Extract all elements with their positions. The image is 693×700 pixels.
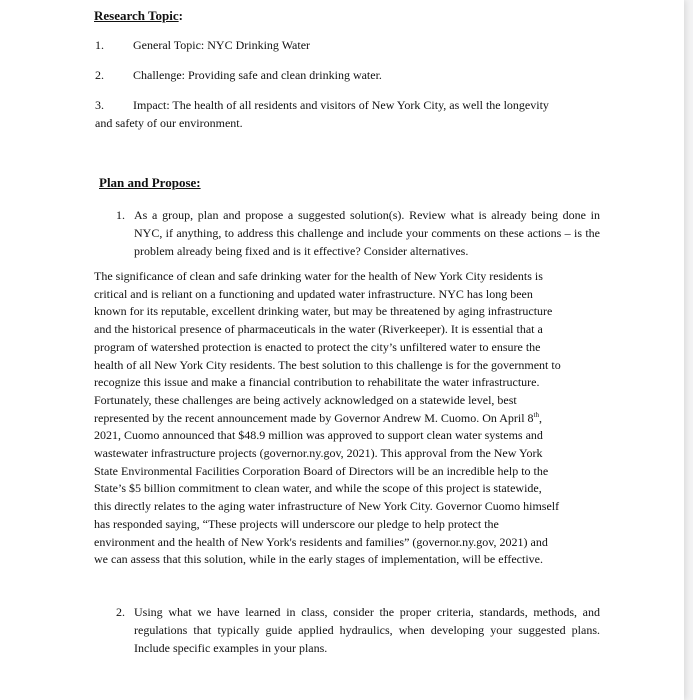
question-2-text: Using what we have learned in class, consider the proper criteria, standards, methods, and regulations that typically guide applied hydraulics, when developing your suggested plans. Include specific examples in your plans. <box>134 605 600 655</box>
answer-line: critical and is reliant on a functioning and updated water infrastructure. NYC has long been <box>94 286 533 301</box>
answer-line: recognize this issue and make a financial contribution to rehabilitate the water infrastructure. <box>94 375 540 390</box>
answer-line: Fortunately, these challenges are being actively acknowledged on a statewide level, best <box>94 392 517 407</box>
answer-line: known for its reputable, excellent drinking water, but may be threatened by aging infrastructure <box>94 304 553 319</box>
challenge-item: Challenge: Providing safe and clean drinking water. <box>133 68 382 82</box>
answer-line: The significance of clean and safe drinking water for the health of New York City residents is <box>94 269 543 283</box>
answer-line: health of all New York City residents. The best solution to this challenge is for the government to <box>94 357 561 372</box>
answer-line: this directly relates to the aging water infrastructure of New York City. Governor Cuomo himself <box>94 499 560 514</box>
impact-item-continued: and safety of our environment. <box>95 116 243 130</box>
answer-line: has responded saying, “These projects will underscore our pledge to help protect the <box>94 516 499 531</box>
answer-line: program of watershed protection is enacted to protect the city’s unfiltered water to ensure the <box>94 339 541 354</box>
answer-line: and the historical presence of pharmaceuticals in the water (Riverkeeper). It is essential that a <box>94 322 543 337</box>
plan-propose-heading: Plan and Propose: <box>99 175 201 190</box>
answer-line: wastewater infrastructure projects (governor.ny.gov, 2021). This approval from the New York <box>94 446 543 461</box>
impact-item: Impact: The health of all residents and visitors of New York City, as well the longevity <box>133 98 549 112</box>
answer-line: environment and the health of New York's residents and families” (governor.ny.gov, 2021) and <box>94 534 548 549</box>
question-number: 1. <box>116 208 125 222</box>
list-number: 1. <box>95 38 104 52</box>
list-number: 3. <box>95 98 104 112</box>
answer-line-text: represented by the recent announcement made by Governor Andrew M. Cuomo. On April 8 <box>94 410 534 425</box>
question-1-text: As a group, plan and propose a suggested solution(s). Review what is already being done in NYC, if anything, to address this challenge and include your comments on these actions – is the problem already being fixed and is it effective? Consider alternatives. <box>134 208 600 258</box>
answer-line <box>94 410 602 428</box>
general-topic-item: General Topic: NYC Drinking Water <box>133 38 311 52</box>
research-topic-heading: Research Topic: <box>94 8 183 23</box>
answer-line: we can assess that this solution, while in the early stages of implementation, will be effective. <box>94 552 543 567</box>
question-number: 2. <box>116 605 125 619</box>
answer-paragraph <box>94 268 602 569</box>
answer-line: 2021, Cuomo announced that $48.9 million was approved to support clean water systems and <box>94 428 543 443</box>
ordinal-suffix: th <box>533 410 539 419</box>
answer-line-comma: , <box>539 410 542 425</box>
answer-line: State Environmental Facilities Corporation Board of Directors will be an incredible help to the <box>94 463 549 478</box>
answer-line: State’s $5 billion commitment to clean water, and while the scope of this project is statewide, <box>94 481 542 496</box>
list-number: 2. <box>95 68 104 82</box>
